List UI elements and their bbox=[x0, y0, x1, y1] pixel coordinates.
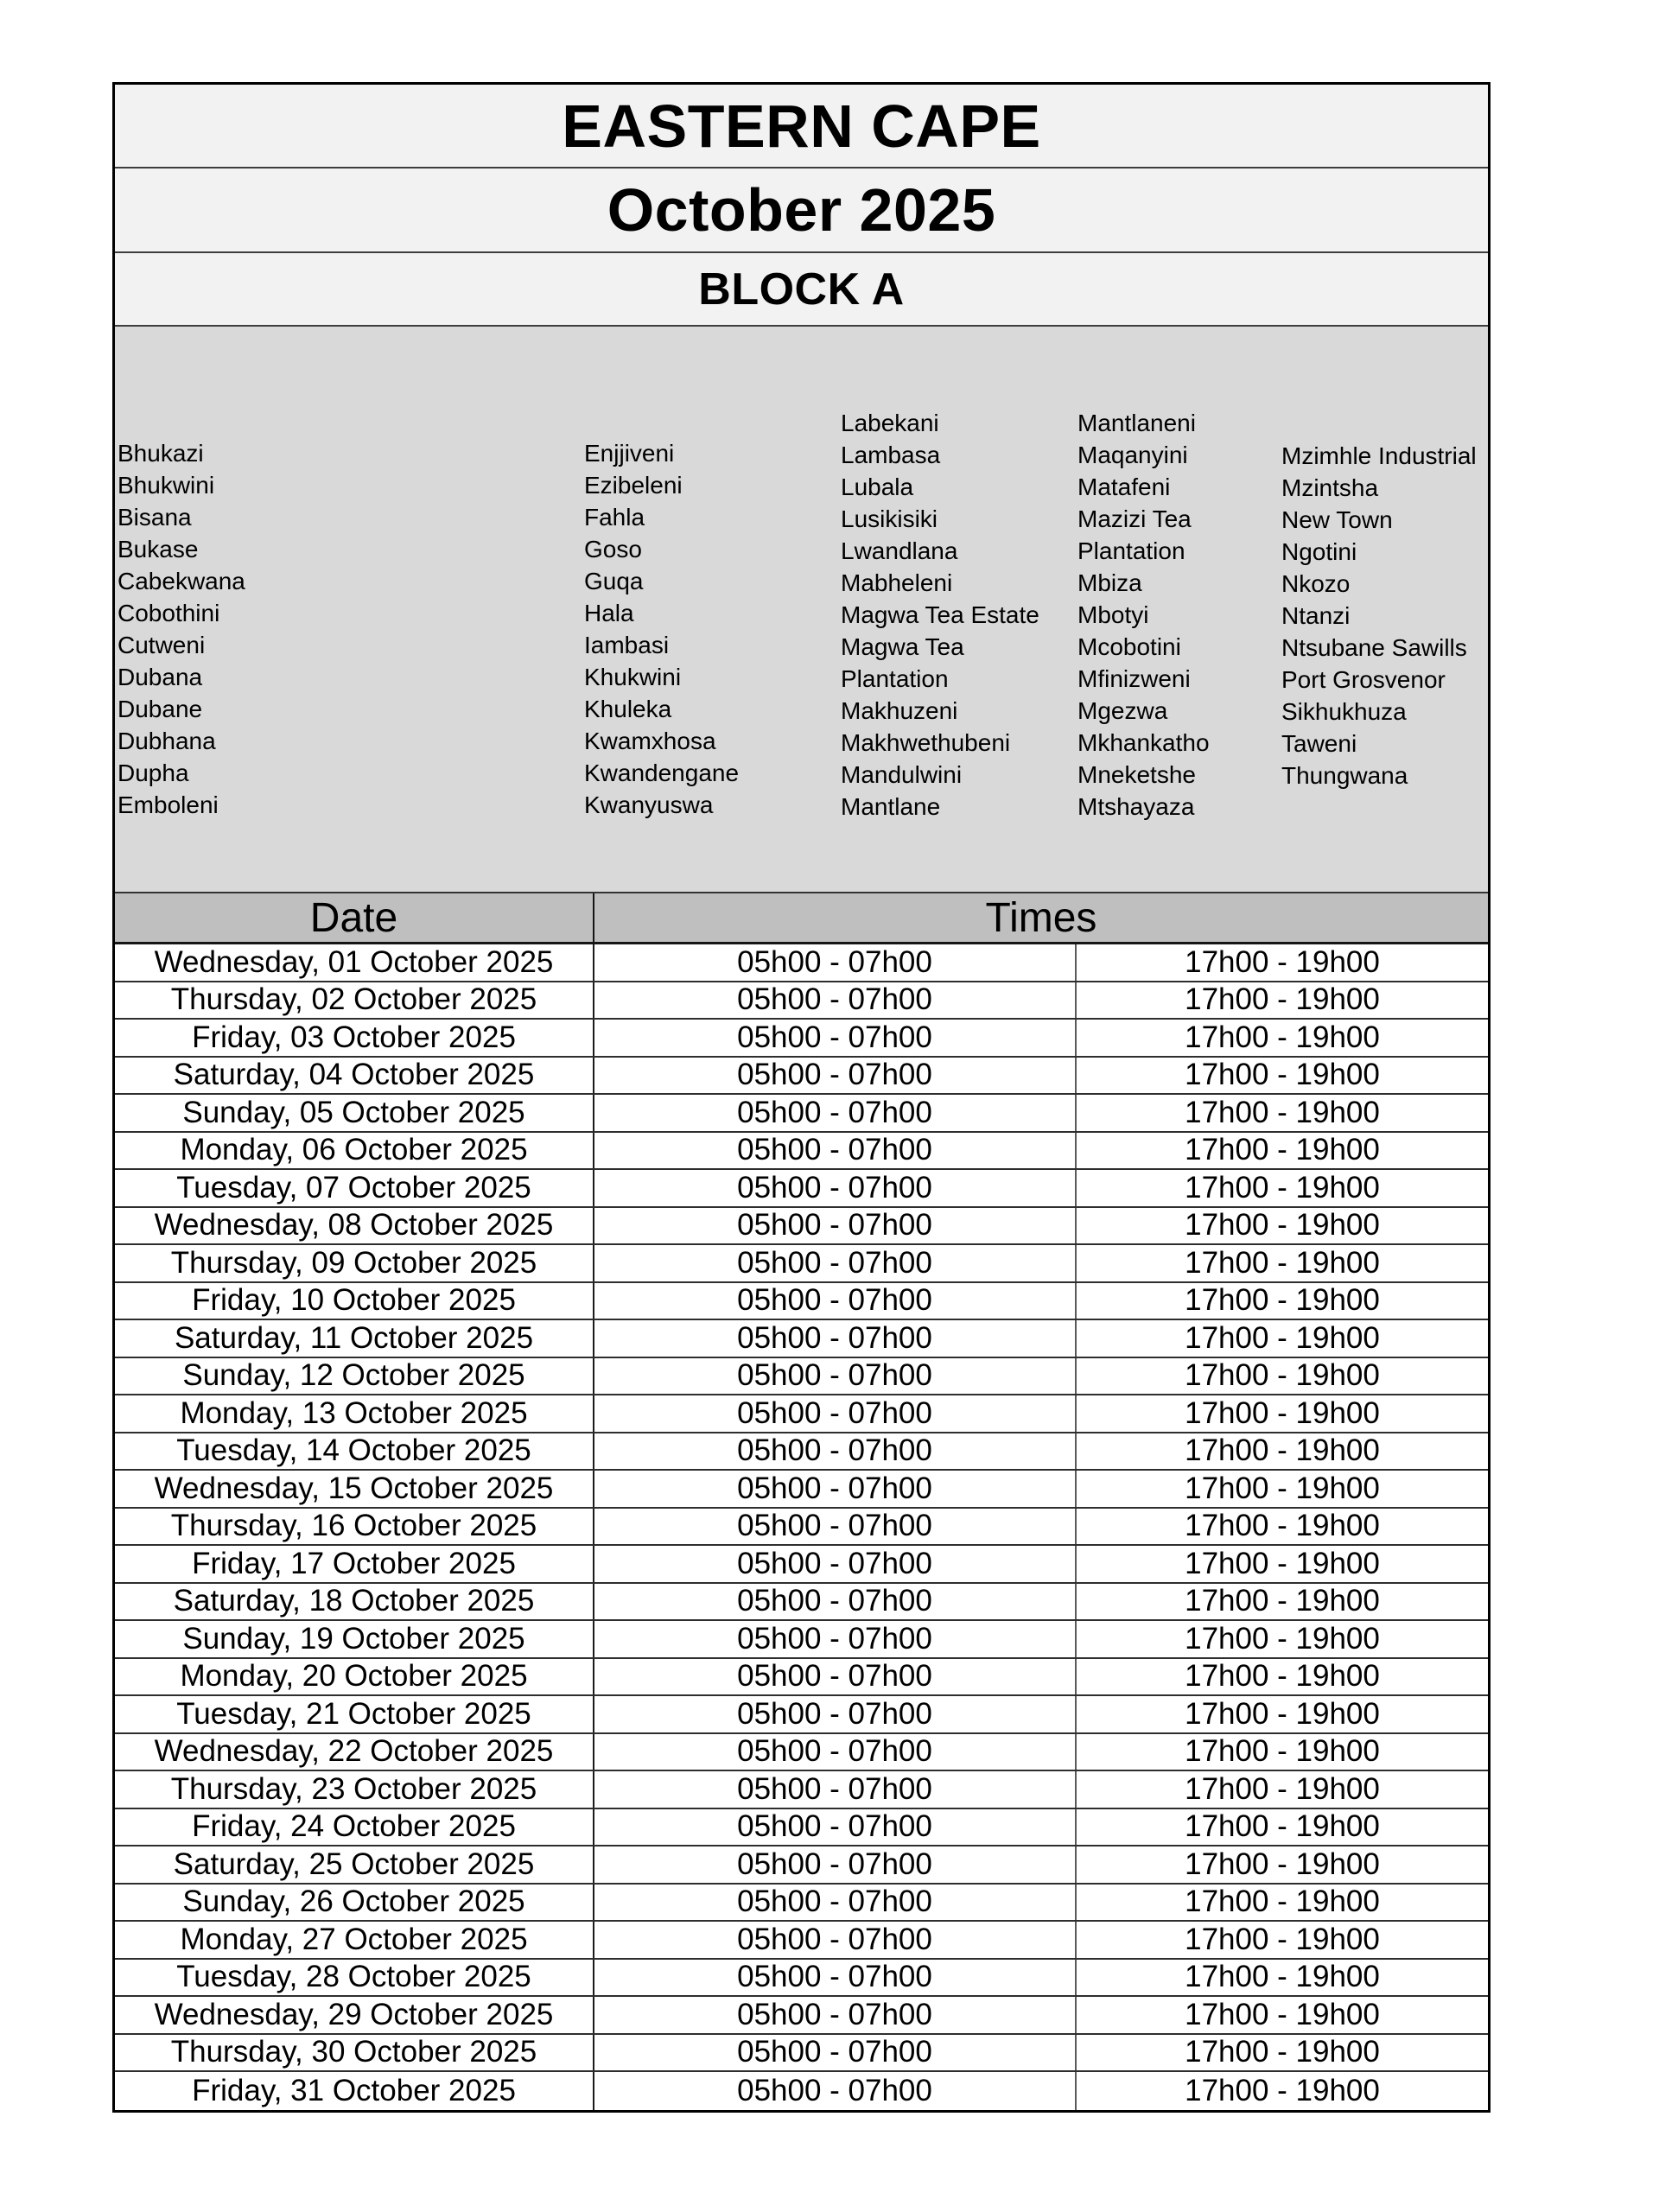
area-name: Mneketshe bbox=[1077, 761, 1196, 788]
area-column-2 bbox=[584, 437, 739, 821]
schedule-cell: 17h00 - 19h00 bbox=[1185, 1997, 1380, 2031]
area-name: Mabheleni bbox=[841, 569, 953, 596]
schedule-cell: Tuesday, 28 October 2025 bbox=[115, 1960, 594, 1996]
schedule-cell: 05h00 - 07h00 bbox=[594, 1320, 1077, 1357]
schedule-cell: 17h00 - 19h00 bbox=[1185, 1245, 1380, 1280]
area-name: Emboleni bbox=[118, 791, 219, 818]
schedule-table-body bbox=[115, 944, 1488, 2110]
schedule-cell: 17h00 - 19h00 bbox=[1185, 2035, 1380, 2069]
schedule-row bbox=[115, 1471, 1488, 1509]
schedule-cell: Sunday, 12 October 2025 bbox=[115, 1358, 594, 1395]
schedule-cell: 05h00 - 07h00 bbox=[594, 1208, 1077, 1244]
schedule-cell: Sunday, 05 October 2025 bbox=[115, 1095, 594, 1131]
schedule-row bbox=[115, 1095, 1488, 1133]
schedule-cell: 05h00 - 07h00 bbox=[594, 1847, 1077, 1883]
schedule-row bbox=[115, 1546, 1488, 1584]
schedule-cell: Thursday, 30 October 2025 bbox=[115, 2035, 594, 2071]
area-name: Mantlaneni bbox=[1077, 410, 1196, 436]
area-name: Guqa bbox=[584, 568, 644, 594]
area-name: Cobothini bbox=[118, 600, 220, 626]
area-name: Khuleka bbox=[584, 696, 672, 722]
schedule-row bbox=[115, 2072, 1488, 2110]
schedule-row bbox=[115, 1283, 1488, 1321]
area-column-3 bbox=[841, 407, 1039, 823]
date-column-header: Date bbox=[115, 893, 594, 942]
schedule-cell: 17h00 - 19h00 bbox=[1185, 1395, 1380, 1430]
area-name: Bhukwini bbox=[118, 472, 215, 499]
area-name: Hala bbox=[584, 600, 634, 626]
area-name: Nkozo bbox=[1281, 570, 1351, 597]
area-name: Cabekwana bbox=[118, 568, 245, 594]
area-name: Sikhukhuza bbox=[1281, 698, 1407, 725]
schedule-cell: 17h00 - 19h00 bbox=[1185, 1621, 1380, 1656]
area-name: Taweni bbox=[1281, 730, 1357, 757]
area-column-1 bbox=[118, 437, 245, 821]
area-column-4 bbox=[1077, 407, 1210, 823]
area-name: Labekani bbox=[841, 410, 939, 436]
area-name: Ntsubane Sawills bbox=[1281, 634, 1467, 661]
schedule-row bbox=[115, 1170, 1488, 1208]
area-name: New Town bbox=[1281, 506, 1393, 533]
schedule-cell: 05h00 - 07h00 bbox=[594, 1734, 1077, 1770]
schedule-row bbox=[115, 1696, 1488, 1734]
schedule-row bbox=[115, 1659, 1488, 1697]
schedule-cell: 05h00 - 07h00 bbox=[594, 1358, 1077, 1395]
area-name: Ezibeleni bbox=[584, 472, 683, 499]
schedule-cell: 05h00 - 07h00 bbox=[594, 1584, 1077, 1620]
schedule-cell: 05h00 - 07h00 bbox=[594, 2035, 1077, 2071]
schedule-cell: 05h00 - 07h00 bbox=[594, 1020, 1077, 1056]
schedule-row bbox=[115, 1358, 1488, 1396]
area-name: Mbotyi bbox=[1077, 601, 1149, 628]
schedule-cell: Saturday, 11 October 2025 bbox=[115, 1320, 594, 1357]
schedule-cell: 05h00 - 07h00 bbox=[594, 1809, 1077, 1846]
schedule-row bbox=[115, 1847, 1488, 1885]
schedule-cell: Monday, 27 October 2025 bbox=[115, 1922, 594, 1958]
area-name: Mzintsha bbox=[1281, 474, 1379, 501]
schedule-cell: Monday, 13 October 2025 bbox=[115, 1395, 594, 1432]
area-name: Makhwethubeni bbox=[841, 729, 1011, 756]
schedule-cell: 17h00 - 19h00 bbox=[1185, 1358, 1380, 1393]
schedule-cell: Wednesday, 08 October 2025 bbox=[115, 1208, 594, 1244]
schedule-cell: 05h00 - 07h00 bbox=[594, 1170, 1077, 1206]
area-name: Magwa Tea Estate bbox=[841, 601, 1039, 628]
schedule-cell: 05h00 - 07h00 bbox=[594, 1696, 1077, 1732]
schedule-row bbox=[115, 1885, 1488, 1923]
schedule-cell: Friday, 10 October 2025 bbox=[115, 1283, 594, 1319]
area-name: Enjjiveni bbox=[584, 440, 675, 467]
schedule-cell: 05h00 - 07h00 bbox=[594, 1283, 1077, 1319]
schedule-cell: Monday, 06 October 2025 bbox=[115, 1133, 594, 1169]
block-title: BLOCK A bbox=[115, 253, 1488, 327]
area-name: Mazizi Tea bbox=[1077, 505, 1192, 532]
area-name: Mfinizweni bbox=[1077, 665, 1191, 692]
month-title: October 2025 bbox=[115, 168, 1488, 253]
schedule-cell: Thursday, 09 October 2025 bbox=[115, 1245, 594, 1281]
schedule-cell: 05h00 - 07h00 bbox=[594, 1659, 1077, 1695]
schedule-row bbox=[115, 2035, 1488, 2073]
schedule-row bbox=[115, 1208, 1488, 1246]
schedule-row bbox=[115, 1395, 1488, 1433]
area-name: Mcobotini bbox=[1077, 633, 1181, 660]
schedule-cell: 17h00 - 19h00 bbox=[1185, 1922, 1380, 1956]
area-name: Matafeni bbox=[1077, 474, 1171, 500]
schedule-row bbox=[115, 1320, 1488, 1358]
area-name: Iambasi bbox=[584, 632, 670, 658]
area-name: Ntanzi bbox=[1281, 602, 1351, 629]
schedule-row bbox=[115, 1020, 1488, 1058]
schedule-cell: 05h00 - 07h00 bbox=[594, 1433, 1077, 1470]
area-list-section bbox=[115, 327, 1488, 893]
schedule-cell: 05h00 - 07h00 bbox=[594, 1095, 1077, 1131]
schedule-cell: 17h00 - 19h00 bbox=[1185, 1771, 1380, 1806]
schedule-cell: 17h00 - 19h00 bbox=[1185, 1320, 1380, 1355]
schedule-row bbox=[115, 1997, 1488, 2035]
area-name: Lwandlana bbox=[841, 537, 958, 564]
schedule-cell: 05h00 - 07h00 bbox=[594, 1245, 1077, 1281]
area-name: Mzimhle Industrial bbox=[1281, 442, 1477, 469]
schedule-cell: Friday, 31 October 2025 bbox=[115, 2072, 594, 2110]
area-name: Thungwana bbox=[1281, 762, 1408, 789]
area-name: Mantlane bbox=[841, 793, 941, 820]
schedule-row bbox=[115, 1771, 1488, 1809]
schedule-row bbox=[115, 1960, 1488, 1998]
area-name: Kwanyuswa bbox=[584, 791, 714, 818]
schedule-cell: 17h00 - 19h00 bbox=[1185, 1095, 1380, 1129]
area-name: Mkhankatho bbox=[1077, 729, 1210, 756]
schedule-cell: Friday, 24 October 2025 bbox=[115, 1809, 594, 1846]
area-name: Maqanyini bbox=[1077, 442, 1188, 468]
area-name: Makhuzeni bbox=[841, 697, 958, 724]
area-name: Ngotini bbox=[1281, 538, 1357, 565]
schedule-cell: Thursday, 02 October 2025 bbox=[115, 982, 594, 1019]
area-column-5 bbox=[1281, 440, 1477, 791]
schedule-cell: 17h00 - 19h00 bbox=[1185, 1696, 1380, 1731]
schedule-row bbox=[115, 1809, 1488, 1847]
schedule-cell: 17h00 - 19h00 bbox=[1185, 1170, 1380, 1205]
schedule-cell: Wednesday, 01 October 2025 bbox=[115, 944, 594, 981]
schedule-cell: 17h00 - 19h00 bbox=[1185, 1471, 1380, 1505]
schedule-cell: Thursday, 23 October 2025 bbox=[115, 1771, 594, 1808]
schedule-cell: 17h00 - 19h00 bbox=[1185, 1847, 1380, 1881]
schedule-cell: 05h00 - 07h00 bbox=[594, 2072, 1077, 2110]
schedule-row bbox=[115, 1245, 1488, 1283]
schedule-document bbox=[112, 82, 1491, 2113]
area-name: Fahla bbox=[584, 504, 645, 531]
schedule-cell: Saturday, 04 October 2025 bbox=[115, 1058, 594, 1094]
area-name: Mandulwini bbox=[841, 761, 963, 788]
schedule-cell: Saturday, 18 October 2025 bbox=[115, 1584, 594, 1620]
area-name: Plantation bbox=[1077, 537, 1185, 564]
schedule-cell: 17h00 - 19h00 bbox=[1185, 944, 1380, 979]
schedule-cell: 17h00 - 19h00 bbox=[1185, 1020, 1380, 1054]
schedule-cell: 17h00 - 19h00 bbox=[1185, 1133, 1380, 1167]
area-name: Dupha bbox=[118, 760, 189, 786]
area-name: Bukase bbox=[118, 536, 199, 563]
area-name: Mgezwa bbox=[1077, 697, 1168, 724]
area-name: Goso bbox=[584, 536, 642, 563]
schedule-cell: Wednesday, 29 October 2025 bbox=[115, 1997, 594, 2033]
schedule-cell: 05h00 - 07h00 bbox=[594, 1395, 1077, 1432]
area-name: Bisana bbox=[118, 504, 192, 531]
schedule-cell: 17h00 - 19h00 bbox=[1185, 1433, 1380, 1468]
area-name: Plantation bbox=[841, 665, 949, 692]
schedule-row bbox=[115, 1433, 1488, 1471]
times-column-header: Times bbox=[985, 894, 1097, 941]
schedule-cell: 05h00 - 07h00 bbox=[594, 1885, 1077, 1921]
area-name: Dubhana bbox=[118, 728, 216, 754]
schedule-row bbox=[115, 1584, 1488, 1622]
area-name: Dubane bbox=[118, 696, 203, 722]
schedule-cell: Thursday, 16 October 2025 bbox=[115, 1509, 594, 1545]
schedule-cell: Friday, 17 October 2025 bbox=[115, 1546, 594, 1582]
schedule-cell: 17h00 - 19h00 bbox=[1185, 1058, 1380, 1092]
area-name: Port Grosvenor bbox=[1281, 666, 1446, 693]
schedule-cell: 05h00 - 07h00 bbox=[594, 1509, 1077, 1545]
area-name: Bhukazi bbox=[118, 440, 204, 467]
schedule-cell: 17h00 - 19h00 bbox=[1185, 982, 1380, 1017]
area-name: Kwandengane bbox=[584, 760, 740, 786]
schedule-cell: Sunday, 26 October 2025 bbox=[115, 1885, 594, 1921]
schedule-cell: Tuesday, 07 October 2025 bbox=[115, 1170, 594, 1206]
area-name: Mbiza bbox=[1077, 569, 1142, 596]
schedule-row bbox=[115, 1509, 1488, 1547]
schedule-row bbox=[115, 944, 1488, 982]
schedule-cell: 17h00 - 19h00 bbox=[1185, 1659, 1380, 1694]
area-name: Cutweni bbox=[118, 632, 206, 658]
area-name: Mtshayaza bbox=[1077, 793, 1195, 820]
region-title: EASTERN CAPE bbox=[115, 85, 1488, 168]
schedule-cell: 17h00 - 19h00 bbox=[1185, 1283, 1380, 1318]
schedule-row bbox=[115, 1922, 1488, 1960]
schedule-cell: 17h00 - 19h00 bbox=[1185, 1809, 1380, 1844]
schedule-cell: Friday, 03 October 2025 bbox=[115, 1020, 594, 1056]
schedule-cell: Wednesday, 22 October 2025 bbox=[115, 1734, 594, 1770]
schedule-cell: Tuesday, 21 October 2025 bbox=[115, 1696, 594, 1732]
schedule-cell: 05h00 - 07h00 bbox=[594, 1621, 1077, 1657]
schedule-cell: 05h00 - 07h00 bbox=[594, 1771, 1077, 1808]
schedule-table-header bbox=[115, 893, 1488, 944]
schedule-cell: 05h00 - 07h00 bbox=[594, 1058, 1077, 1094]
schedule-row bbox=[115, 1734, 1488, 1772]
area-name: Khukwini bbox=[584, 664, 682, 690]
schedule-cell: 05h00 - 07h00 bbox=[594, 944, 1077, 981]
area-name: Lubala bbox=[841, 474, 914, 500]
schedule-cell: Monday, 20 October 2025 bbox=[115, 1659, 594, 1695]
schedule-cell: Tuesday, 14 October 2025 bbox=[115, 1433, 594, 1470]
schedule-cell: 05h00 - 07h00 bbox=[594, 1546, 1077, 1582]
schedule-row bbox=[115, 1621, 1488, 1659]
schedule-cell: Saturday, 25 October 2025 bbox=[115, 1847, 594, 1883]
schedule-cell: 05h00 - 07h00 bbox=[594, 1997, 1077, 2033]
schedule-cell: 17h00 - 19h00 bbox=[1185, 1509, 1380, 1543]
schedule-cell: 17h00 - 19h00 bbox=[1185, 1584, 1380, 1618]
schedule-cell: 17h00 - 19h00 bbox=[1185, 1960, 1380, 1994]
schedule-cell: 05h00 - 07h00 bbox=[594, 1133, 1077, 1169]
schedule-row bbox=[115, 982, 1488, 1020]
area-name: Lambasa bbox=[841, 442, 941, 468]
schedule-cell: 05h00 - 07h00 bbox=[594, 1471, 1077, 1507]
schedule-cell: 17h00 - 19h00 bbox=[1185, 1546, 1380, 1580]
schedule-cell: Sunday, 19 October 2025 bbox=[115, 1621, 594, 1657]
schedule-cell: 17h00 - 19h00 bbox=[1185, 2073, 1380, 2107]
schedule-cell: 17h00 - 19h00 bbox=[1185, 1208, 1380, 1243]
schedule-row bbox=[115, 1133, 1488, 1171]
area-name: Dubana bbox=[118, 664, 203, 690]
schedule-cell: 17h00 - 19h00 bbox=[1185, 1885, 1380, 1919]
area-name: Lusikisiki bbox=[841, 505, 938, 532]
schedule-cell: 17h00 - 19h00 bbox=[1185, 1734, 1380, 1769]
schedule-row bbox=[115, 1058, 1488, 1096]
schedule-cell: 05h00 - 07h00 bbox=[594, 1922, 1077, 1958]
schedule-cell: Wednesday, 15 October 2025 bbox=[115, 1471, 594, 1507]
area-name: Kwamxhosa bbox=[584, 728, 716, 754]
area-name: Magwa Tea bbox=[841, 633, 964, 660]
schedule-cell: 05h00 - 07h00 bbox=[594, 982, 1077, 1019]
schedule-cell: 05h00 - 07h00 bbox=[594, 1960, 1077, 1996]
